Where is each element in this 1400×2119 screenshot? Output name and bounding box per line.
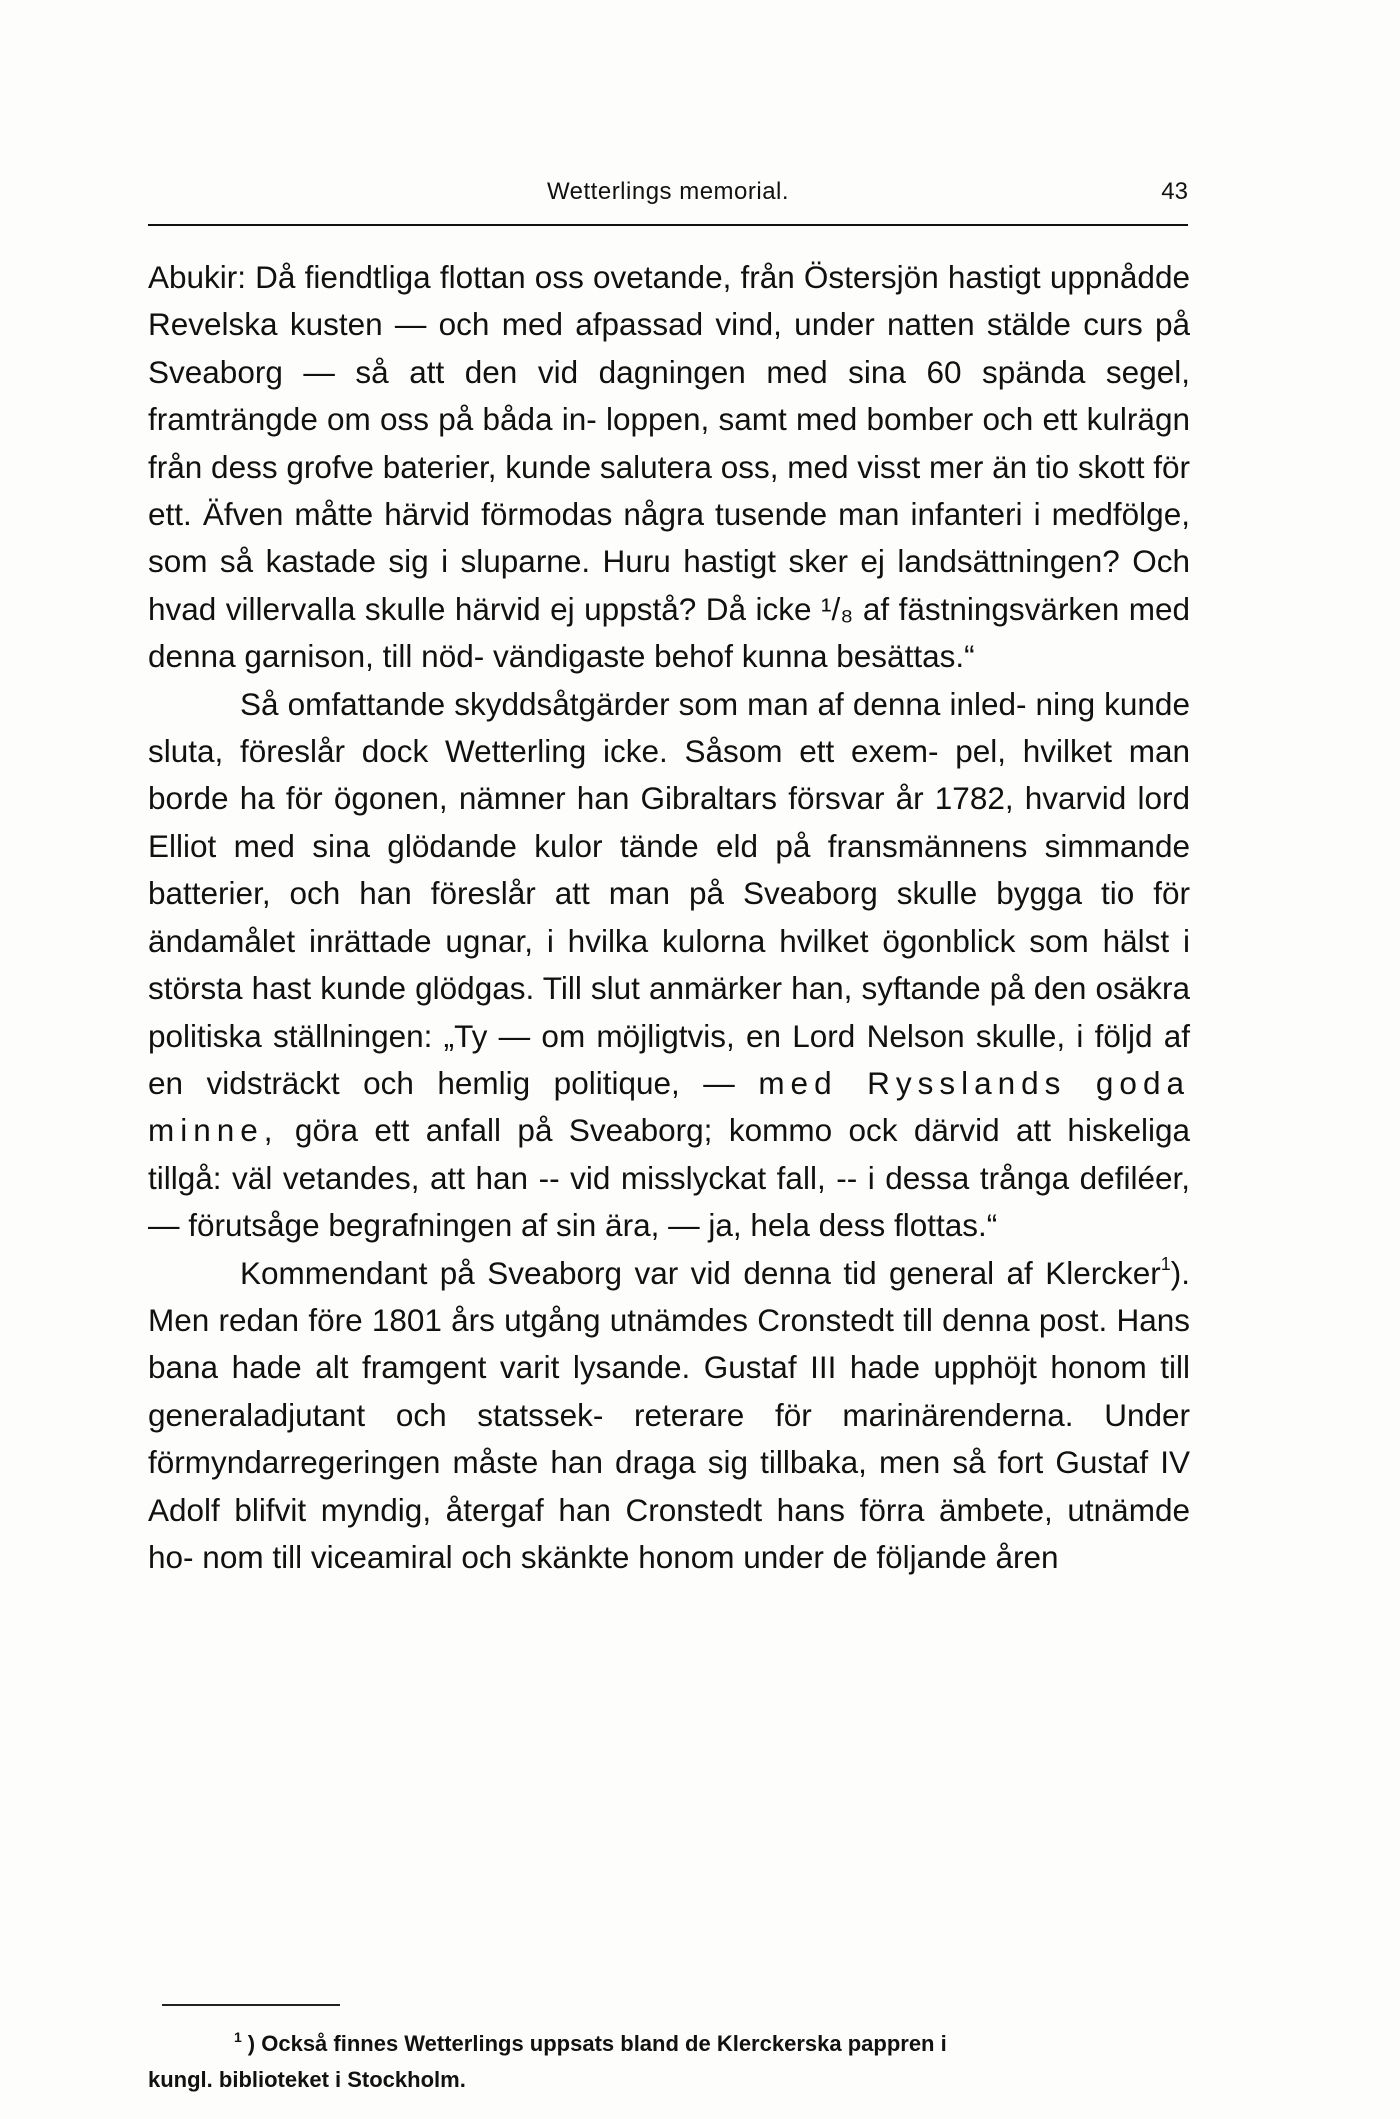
text-line: han draga sig tillbaka, men så fort Gustaf IV Adolf blifvit <box>148 1444 1191 1528</box>
header-rule <box>148 224 1188 226</box>
text-line: hast kunde glödgas. Till slut anmärker han, syftande på den <box>251 970 1087 1007</box>
text-line: ej landsättningen? Och hvad villervalla skulle härvid ej uppstå? <box>148 543 1190 627</box>
text-line: Så omfattande skyddsåtgärder som man af denna inled- <box>240 685 1027 722</box>
text-line: Gustaf III hade upphöjt honom till generaladjutant och statssek- <box>148 1349 1190 1433</box>
paragraph-2 <box>148 681 1190 1250</box>
text-line: vid misslyckat fall, -- i dessa trånga defiléer, — förutsåge <box>148 1159 1190 1244</box>
text-line: myndig, återgaf han Cronstedt hans förra ämbete, utnämde ho- <box>148 1491 1190 1575</box>
text-line: Nelson skulle, i följd af en vidsträckt och hemlig politique, — <box>148 1017 1190 1101</box>
body-text <box>148 254 1190 1581</box>
text-line: ugnar, i hvilka kulorna hvilket ögonblick som hälst i största <box>148 922 1191 1007</box>
footnote <box>148 2026 1190 2098</box>
text-line: försvar år 1782, hvarvid lord Elliot med sina glödande kulor <box>148 780 1190 864</box>
text-line: reterare för marinärenderna. Under förmyndarregeringen måste <box>148 1396 1190 1481</box>
text-line: baterier, kunde salutera oss, med visst mer än tio skott för <box>382 448 1190 485</box>
text-line: Då icke ¹/₈ af fästningsvärken med denna garnison, till nöd- <box>148 590 1190 675</box>
running-title: Wetterlings memorial. <box>546 178 790 205</box>
text-line: begrafningen af sin ära, — ja, hela dess flottas.“ <box>328 1207 998 1244</box>
footnote-text: kungl. biblioteket i Stockholm. <box>148 2067 466 2092</box>
footnote-line <box>148 2062 1190 2098</box>
text-line: vändigaste behof kunna besättas.“ <box>493 638 975 675</box>
footnote-marker: 1 <box>234 2029 242 2045</box>
text-line: osäkra politiska ställningen: „Ty — om möjligtvis, en Lord <box>148 970 1190 1054</box>
text-line: kommo ock därvid att hiskeliga tillgå: väl vetandes, att han -- <box>148 1112 1191 1196</box>
text-line: Kommendant på Sveaborg var vid denna tid general af <box>240 1254 1033 1291</box>
paragraph-1 <box>148 254 1190 681</box>
footnote-reference[interactable]: 1 <box>1160 1253 1171 1274</box>
text-line: ). Men redan före 1801 års utgång utnämdes Cronstedt <box>148 1254 1190 1338</box>
text-line: med sina 60 spända segel, framträngde om oss på båda in- <box>148 353 1190 438</box>
paragraph-3 <box>148 1250 1190 1582</box>
text-line: loppen, samt med bomber och ett kulrägn från dess grofve <box>148 401 1190 485</box>
running-head <box>148 178 1188 218</box>
footnote-text: ) Också finnes Wetterlings uppsats bland de Klerckerska pappren i <box>247 2031 947 2056</box>
text-line: till denna post. Hans bana hade alt framgent varit lysande. <box>148 1301 1190 1386</box>
page-number: 43 <box>1161 178 1188 205</box>
text-line: ett. Äfven måtte härvid förmodas några tusende man infanteri <box>148 496 1023 533</box>
text-line: tände eld på fransmännens simmande batterier, och han föreslår <box>148 827 1190 912</box>
text-line: att man på Sveaborg skulle bygga tio för ändamålet inrättade <box>148 875 1190 959</box>
text-line: uppnådde Revelska kusten — och med afpassad vind, under <box>148 259 1190 343</box>
text-line: nom till viceamiral och skänkte honom under de följande åren <box>202 1538 1059 1575</box>
text-line: i medfölge, som så kastade sig i sluparne. Huru hastigt sker <box>148 496 1190 580</box>
text-line: Abukir: Då fiendtliga flottan oss ovetande, från Östersjön hastigt <box>148 259 1041 295</box>
text-line: pel, hvilket man borde ha för ögonen, nämner han Gibraltars <box>148 733 1190 817</box>
text-line: Klercker <box>1045 1254 1161 1291</box>
text-line: natten stälde curs på Sveaborg — så att den vid dagningen <box>148 306 1191 390</box>
text-line: ning kunde sluta, föreslår dock Wetterling icke. Såsom ett exem- <box>148 685 1190 770</box>
text-line: göra ett anfall på Sveaborg; <box>278 1112 713 1149</box>
footnote-line <box>148 2026 1190 2062</box>
footnote-rule <box>162 2004 340 2006</box>
spaced-emphasis: med Rysslands goda minne, <box>148 1064 1190 1149</box>
